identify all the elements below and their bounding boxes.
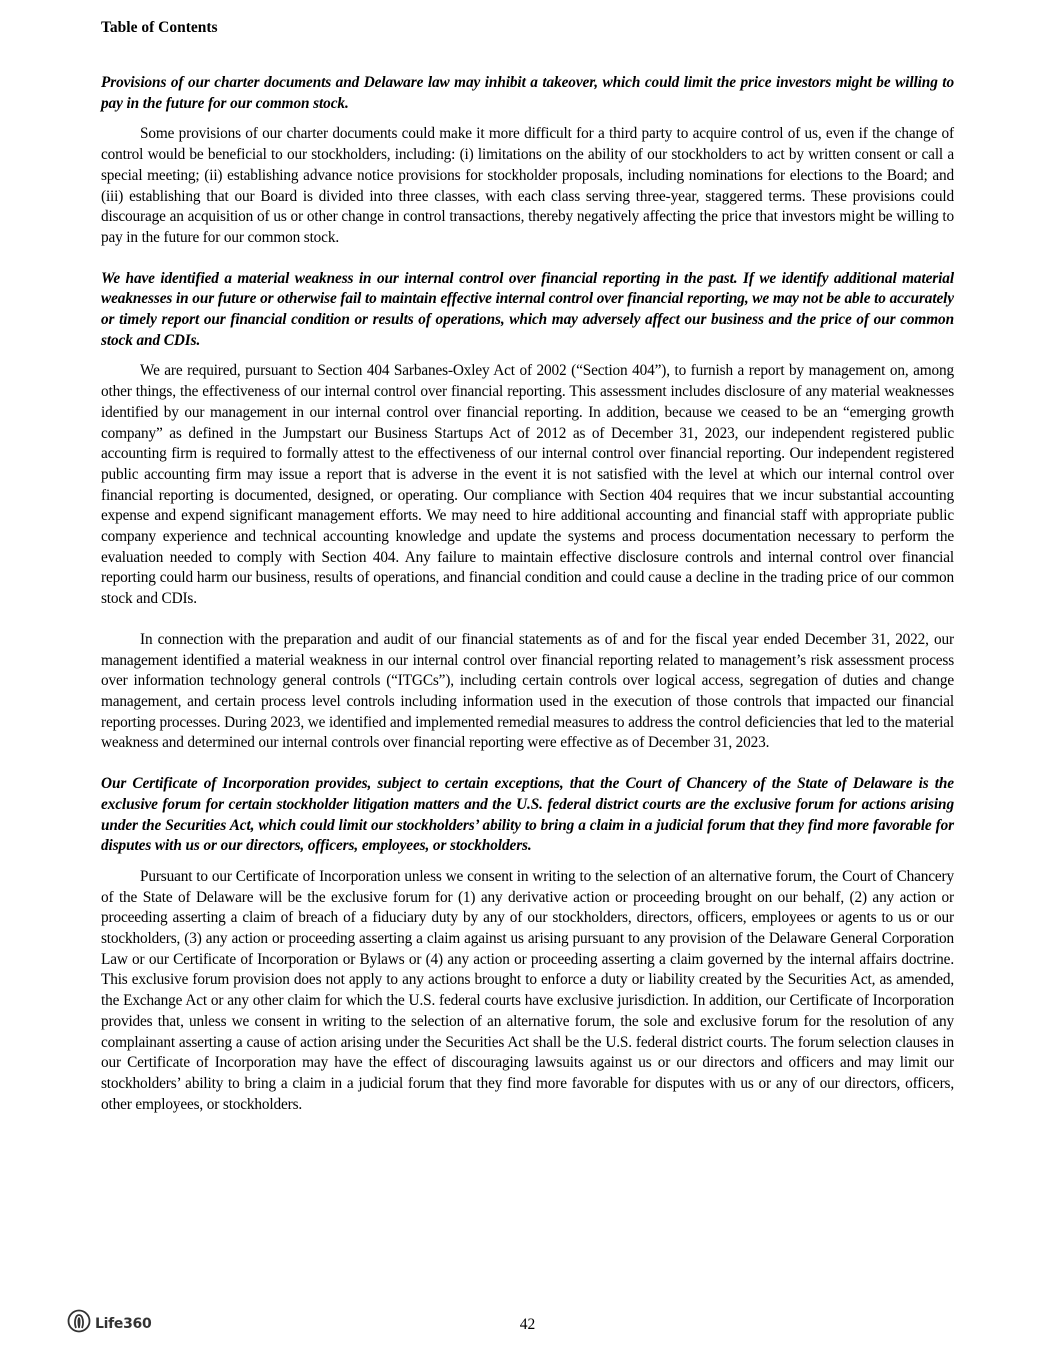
section-heading-material-weakness: We have identified a material weakness in our internal control over financial reporting in the past. If we identify additional material weaknesses in our future or otherwise fail to maintain effective internal control over financial reporting, we may not be able to accurately or timely report our financial condition or results of operations, which may adversely affect our business and the price of our common stock and CDIs. <box>101 269 954 349</box>
document-body <box>101 73 954 1135</box>
paragraph: In connection with the preparation and audit of our financial statements as of and for the fiscal year ended December 31, 2022, our management identified a material weakness in our internal control over financial reporting related to management’s risk assessment process over information technology general controls (“ITGCs”), including certain controls over logical access, segregation of duties and change management, and certain process level controls including information used in the execution of those controls that impacted our financial reporting processes. During 2023, we identified and implemented remedial measures to address the control deficiencies that led to the material weakness and determined our internal controls over financial reporting were effective as of December 31, 2023. <box>101 630 954 752</box>
section-heading-takeover: Provisions of our charter documents and Delaware law may inhibit a takeover, which could limit the price investors might be willing to pay in the future for our common stock. <box>101 74 954 112</box>
paragraph: Some provisions of our charter documents could make it more difficult for a third party to acquire control of us, even if the change of control would be beneficial to our stockholders, including: (i) limitations on the ability of our stockholders to act by written consent or call a special meeting; (ii) establishing advance notice provisions for stockholder proposals, including nominations for elections to the Board; and (iii) establishing that our Board is divided into three classes, with each class serving three-year, staggered terms. These provisions could discourage an acquisition of us or other change in control transactions, thereby negatively affecting the price that investors might be willing to pay in the future for our common stock. <box>101 125 954 246</box>
page-number: 42 <box>519 1316 536 1333</box>
paragraph: Pursuant to our Certificate of Incorporation unless we consent in writing to the selection of an alternative forum, the Court of Chancery of the State of Delaware will be the exclusive forum for (1) any derivative action or proceeding brought on our behalf, (2) any action or proceeding asserting a claim of breach of a fiduciary duty by any of our stockholders, directors, officers, employees or agents to us or our stockholders, (3) any action or proceeding asserting a claim against us arising pursuant to any provision of the Delaware General Corporation Law or our Certificate of Incorporation or Bylaws or (4) any action or proceeding asserting a claim governed by the internal affairs doctrine. This exclusive forum provision does not apply to any actions brought to enforce a duty or liability created by the Securities Act, as amended, the Exchange Act or any other claim for which the U.S. federal courts have exclusive jurisdiction. In addition, our Certificate of Incorporation provides that, unless we consent in writing to the selection of an alternative forum, the sole and exclusive forum for the resolution of any complainant asserting a cause of action arising under the Securities Act shall be the U.S. federal district courts. The forum selection clauses in our Certificate of Incorporation may have the effect of discouraging lawsuits against us or our directors and officers and may limit our stockholders’ ability to bring a claim in a judicial forum that they find more favorable for disputes with us or any of our directors, officers, other employees, or stockholders. <box>101 867 954 1113</box>
table-of-contents-link[interactable]: Table of Contents <box>101 19 218 36</box>
logo-text: Life360 <box>95 1315 152 1332</box>
section-heading-exclusive-forum: Our Certificate of Incorporation provides, subject to certain exceptions, that the Court of Chancery of the State of Delaware is the exclusive forum for certain stockholder litigation matters and the U.S. federal district courts are the exclusive forum for actions arising under the Securities Act, which could limit our stockholders’ ability to bring a claim in a judicial forum that they find more favorable for disputes with us or our directors, officers, employees, or stockholders. <box>101 775 954 855</box>
paragraph: We are required, pursuant to Section 404 Sarbanes-Oxley Act of 2002 (“Section 404”), to furnish a report by management on, among other things, the effectiveness of our internal control over financial reporting. This assessment includes disclosure of any material weaknesses identified by our management in our internal control over financial reporting. In addition, because we ceased to be an “emerging growth company” as defined in the Jumpstart our Business Startups Act of 2012 as of December 31, 2023, our independent registered public accounting firm is required to formally attest to the effectiveness of our internal control over financial reporting. Our independent registered public accounting firm may issue a report that is adverse in the event it is not satisfied with the level at which our internal control over financial reporting is documented, designed, or operating. Our compliance with Section 404 requires that we incur substantial accounting expense and expend significant management efforts. We may need to hire additional accounting and financial staff with appropriate public company experience and technical accounting knowledge and update the systems and process documentation necessary to perform the evaluation needed to comply with Section 404. Any failure to maintain effective disclosure controls and internal control over financial reporting could harm our business, results of operations, and financial condition and could cause a decline in the trading price of our common stock and CDIs. <box>101 362 954 608</box>
